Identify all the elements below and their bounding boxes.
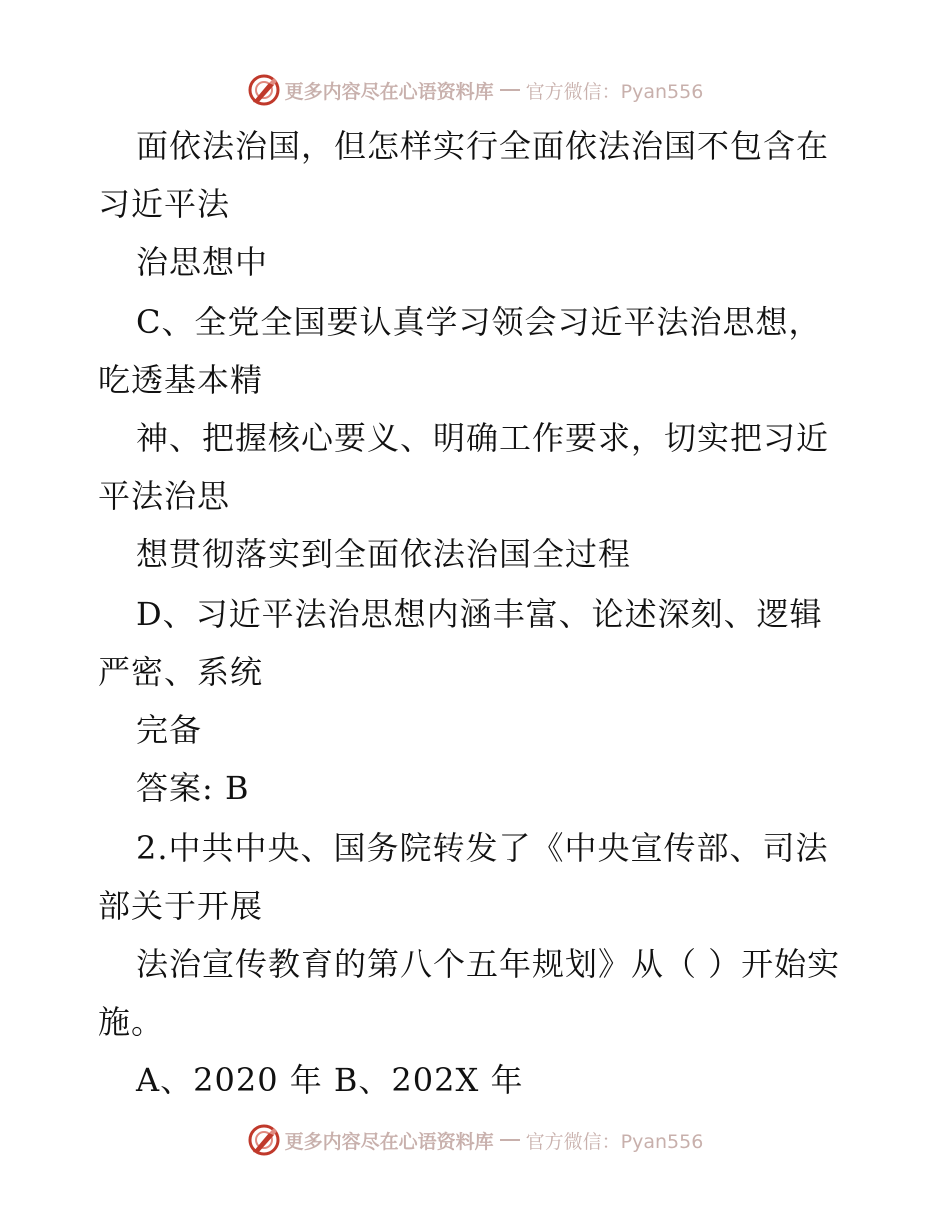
pen-logo-icon: [247, 1123, 281, 1157]
question-line: 2.中共中央、国务院转发了《中央宣传部、司法: [136, 829, 829, 867]
body-line: 施。: [98, 1003, 165, 1041]
footer-watermark: [0, 1120, 950, 1160]
body-line: 完备: [136, 711, 203, 749]
answer-line: 答案: B: [136, 769, 250, 807]
footer-banner-contact: 官方微信：Pyan556: [525, 1130, 704, 1153]
body-line: 吃透基本精: [98, 361, 264, 399]
body-line: 部关于开展: [98, 887, 264, 925]
option-line: A、2020 年 B、202X 年: [136, 1061, 524, 1099]
header-banner-text: 更多内容尽在心语资料库: [284, 80, 494, 103]
body-line: 平法治思: [98, 477, 231, 515]
body-line: 习近平法: [98, 185, 231, 223]
pen-logo-icon: [247, 73, 281, 107]
footer-banner-text: 更多内容尽在心语资料库: [284, 1130, 494, 1153]
body-line: 法治宣传教育的第八个五年规划》从（ ）开始实: [136, 945, 841, 983]
body-line: 神、把握核心要义、明确工作要求，切实把习近: [136, 419, 830, 457]
body-line: D、习近平法治思想内涵丰富、论述深刻、逻辑: [136, 595, 823, 633]
header-banner-separator: [500, 89, 520, 91]
header-banner-contact: 官方微信：Pyan556: [525, 80, 704, 103]
footer-banner-separator: [500, 1139, 520, 1141]
body-line: 想贯彻落实到全面依法治国全过程: [136, 535, 632, 573]
body-line: 面依法治国，但怎样实行全面依法治国不包含在: [136, 127, 830, 165]
header-watermark: [0, 70, 950, 110]
body-line: 治思想中: [136, 243, 269, 281]
body-line: 严密、系统: [98, 653, 264, 691]
body-line: C、全党全国要认真学习领会习近平法治思想，: [136, 303, 822, 341]
